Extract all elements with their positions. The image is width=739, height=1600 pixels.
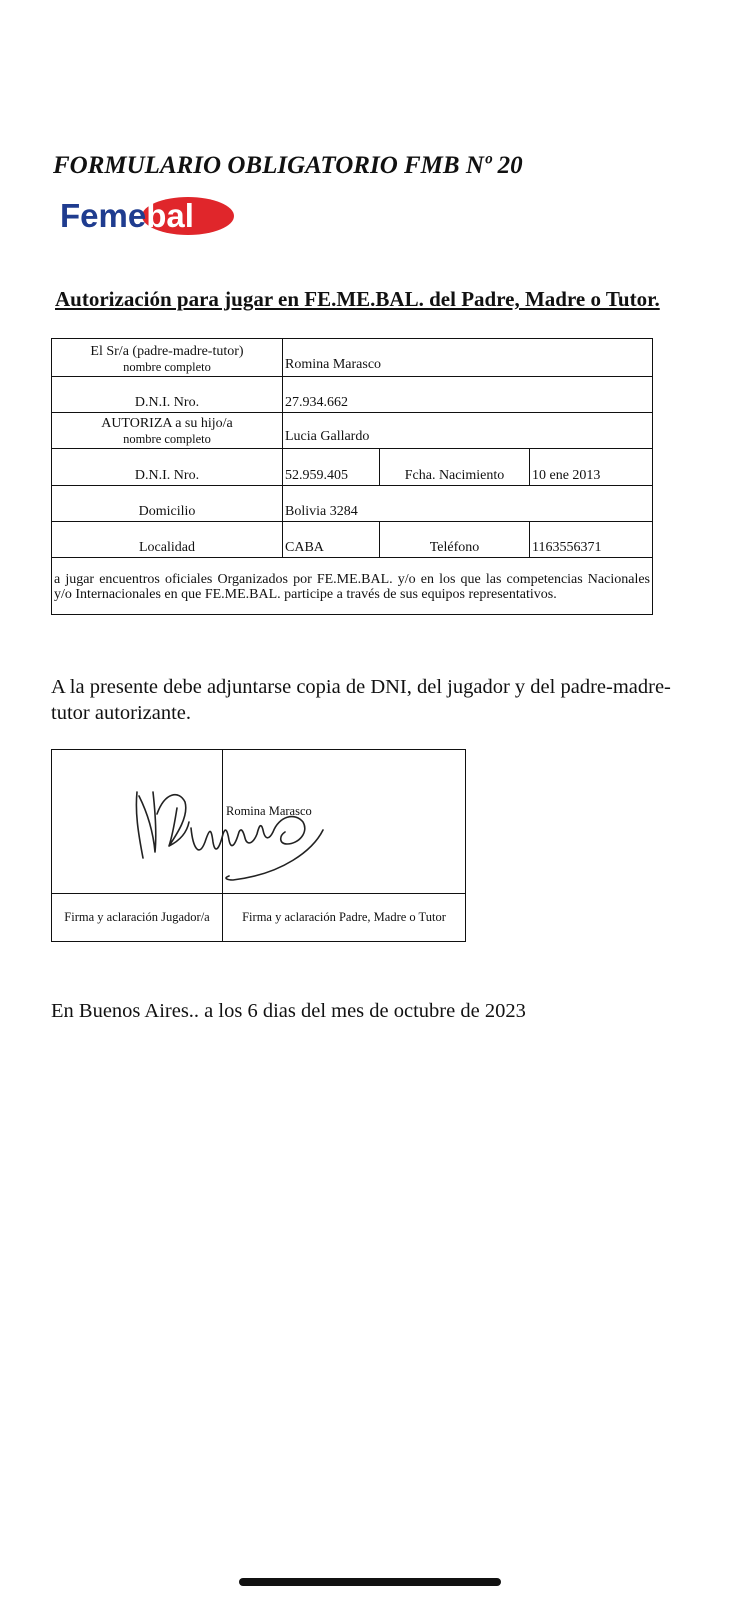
table-row bbox=[52, 339, 653, 377]
table-row bbox=[52, 486, 653, 522]
table-row bbox=[52, 558, 653, 615]
signer-name: Romina Marasco bbox=[226, 804, 312, 818]
birth-date: 10 ene 2013 bbox=[530, 449, 653, 486]
guardian-dni: 27.934.662 bbox=[283, 377, 653, 413]
address-label: Domicilio bbox=[52, 486, 283, 522]
child-label: AUTORIZA a su hijo/a bbox=[101, 416, 233, 431]
document-subtitle: Autorización para jugar en FE.ME.BAL. del Padre, Madre o Tutor. bbox=[55, 287, 660, 311]
child-sublabel: nombre completo bbox=[123, 432, 211, 446]
city: CABA bbox=[283, 522, 380, 558]
home-indicator[interactable] bbox=[239, 1578, 501, 1586]
table-row bbox=[52, 894, 466, 942]
birth-date-label: Fcha. Nacimiento bbox=[380, 449, 530, 486]
femebal-logo bbox=[60, 195, 240, 239]
guardian-label: El Sr/a (padre-madre-tutor) bbox=[90, 344, 244, 359]
city-label: Localidad bbox=[52, 522, 283, 558]
guardian-name: Romina Marasco bbox=[283, 339, 653, 377]
signature-table bbox=[51, 749, 466, 942]
phone-label: Teléfono bbox=[380, 522, 530, 558]
parent-signature-cell bbox=[223, 750, 466, 894]
address: Bolivia 3284 bbox=[283, 486, 653, 522]
legal-text: a jugar encuentros oficiales Organizados por FE.ME.BAL. y/o en los que las competencias Nacionales y/o Internacionales en que FE.ME.BAL. participe a través de sus equipos representativos. bbox=[52, 558, 653, 615]
child-label-cell bbox=[52, 413, 283, 449]
attachment-note: A la presente debe adjuntarse copia de DNI, del jugador y del padre-madre-tutor autorizante. bbox=[51, 676, 671, 724]
place-and-date: En Buenos Aires.. a los 6 dias del mes de octubre de 2023 bbox=[51, 1000, 526, 1022]
child-dni-label: D.N.I. Nro. bbox=[52, 449, 283, 486]
logo-text-e: e bbox=[127, 197, 147, 234]
player-signature-label: Firma y aclaración Jugador/a bbox=[52, 894, 223, 942]
guardian-dni-label: D.N.I. Nro. bbox=[52, 377, 283, 413]
phone: 1163556371 bbox=[530, 522, 653, 558]
guardian-sublabel: nombre completo bbox=[123, 360, 211, 374]
logo-text-bal: bal bbox=[146, 197, 194, 234]
handwritten-signature bbox=[133, 772, 363, 882]
guardian-label-cell bbox=[52, 339, 283, 377]
child-name: Lucia Gallardo bbox=[283, 413, 653, 449]
child-dni: 52.959.405 bbox=[283, 449, 380, 486]
logo-text-fem: Fem bbox=[60, 197, 128, 234]
table-row bbox=[52, 377, 653, 413]
form-title: FORMULARIO OBLIGATORIO FMB Nº 20 bbox=[53, 152, 523, 179]
parent-signature-label: Firma y aclaración Padre, Madre o Tutor bbox=[223, 894, 466, 942]
table-row bbox=[52, 413, 653, 449]
table-row bbox=[52, 750, 466, 894]
svg-text:Femebal bbox=[60, 197, 194, 234]
table-row bbox=[52, 449, 653, 486]
table-row bbox=[52, 522, 653, 558]
authorization-table bbox=[51, 338, 653, 615]
